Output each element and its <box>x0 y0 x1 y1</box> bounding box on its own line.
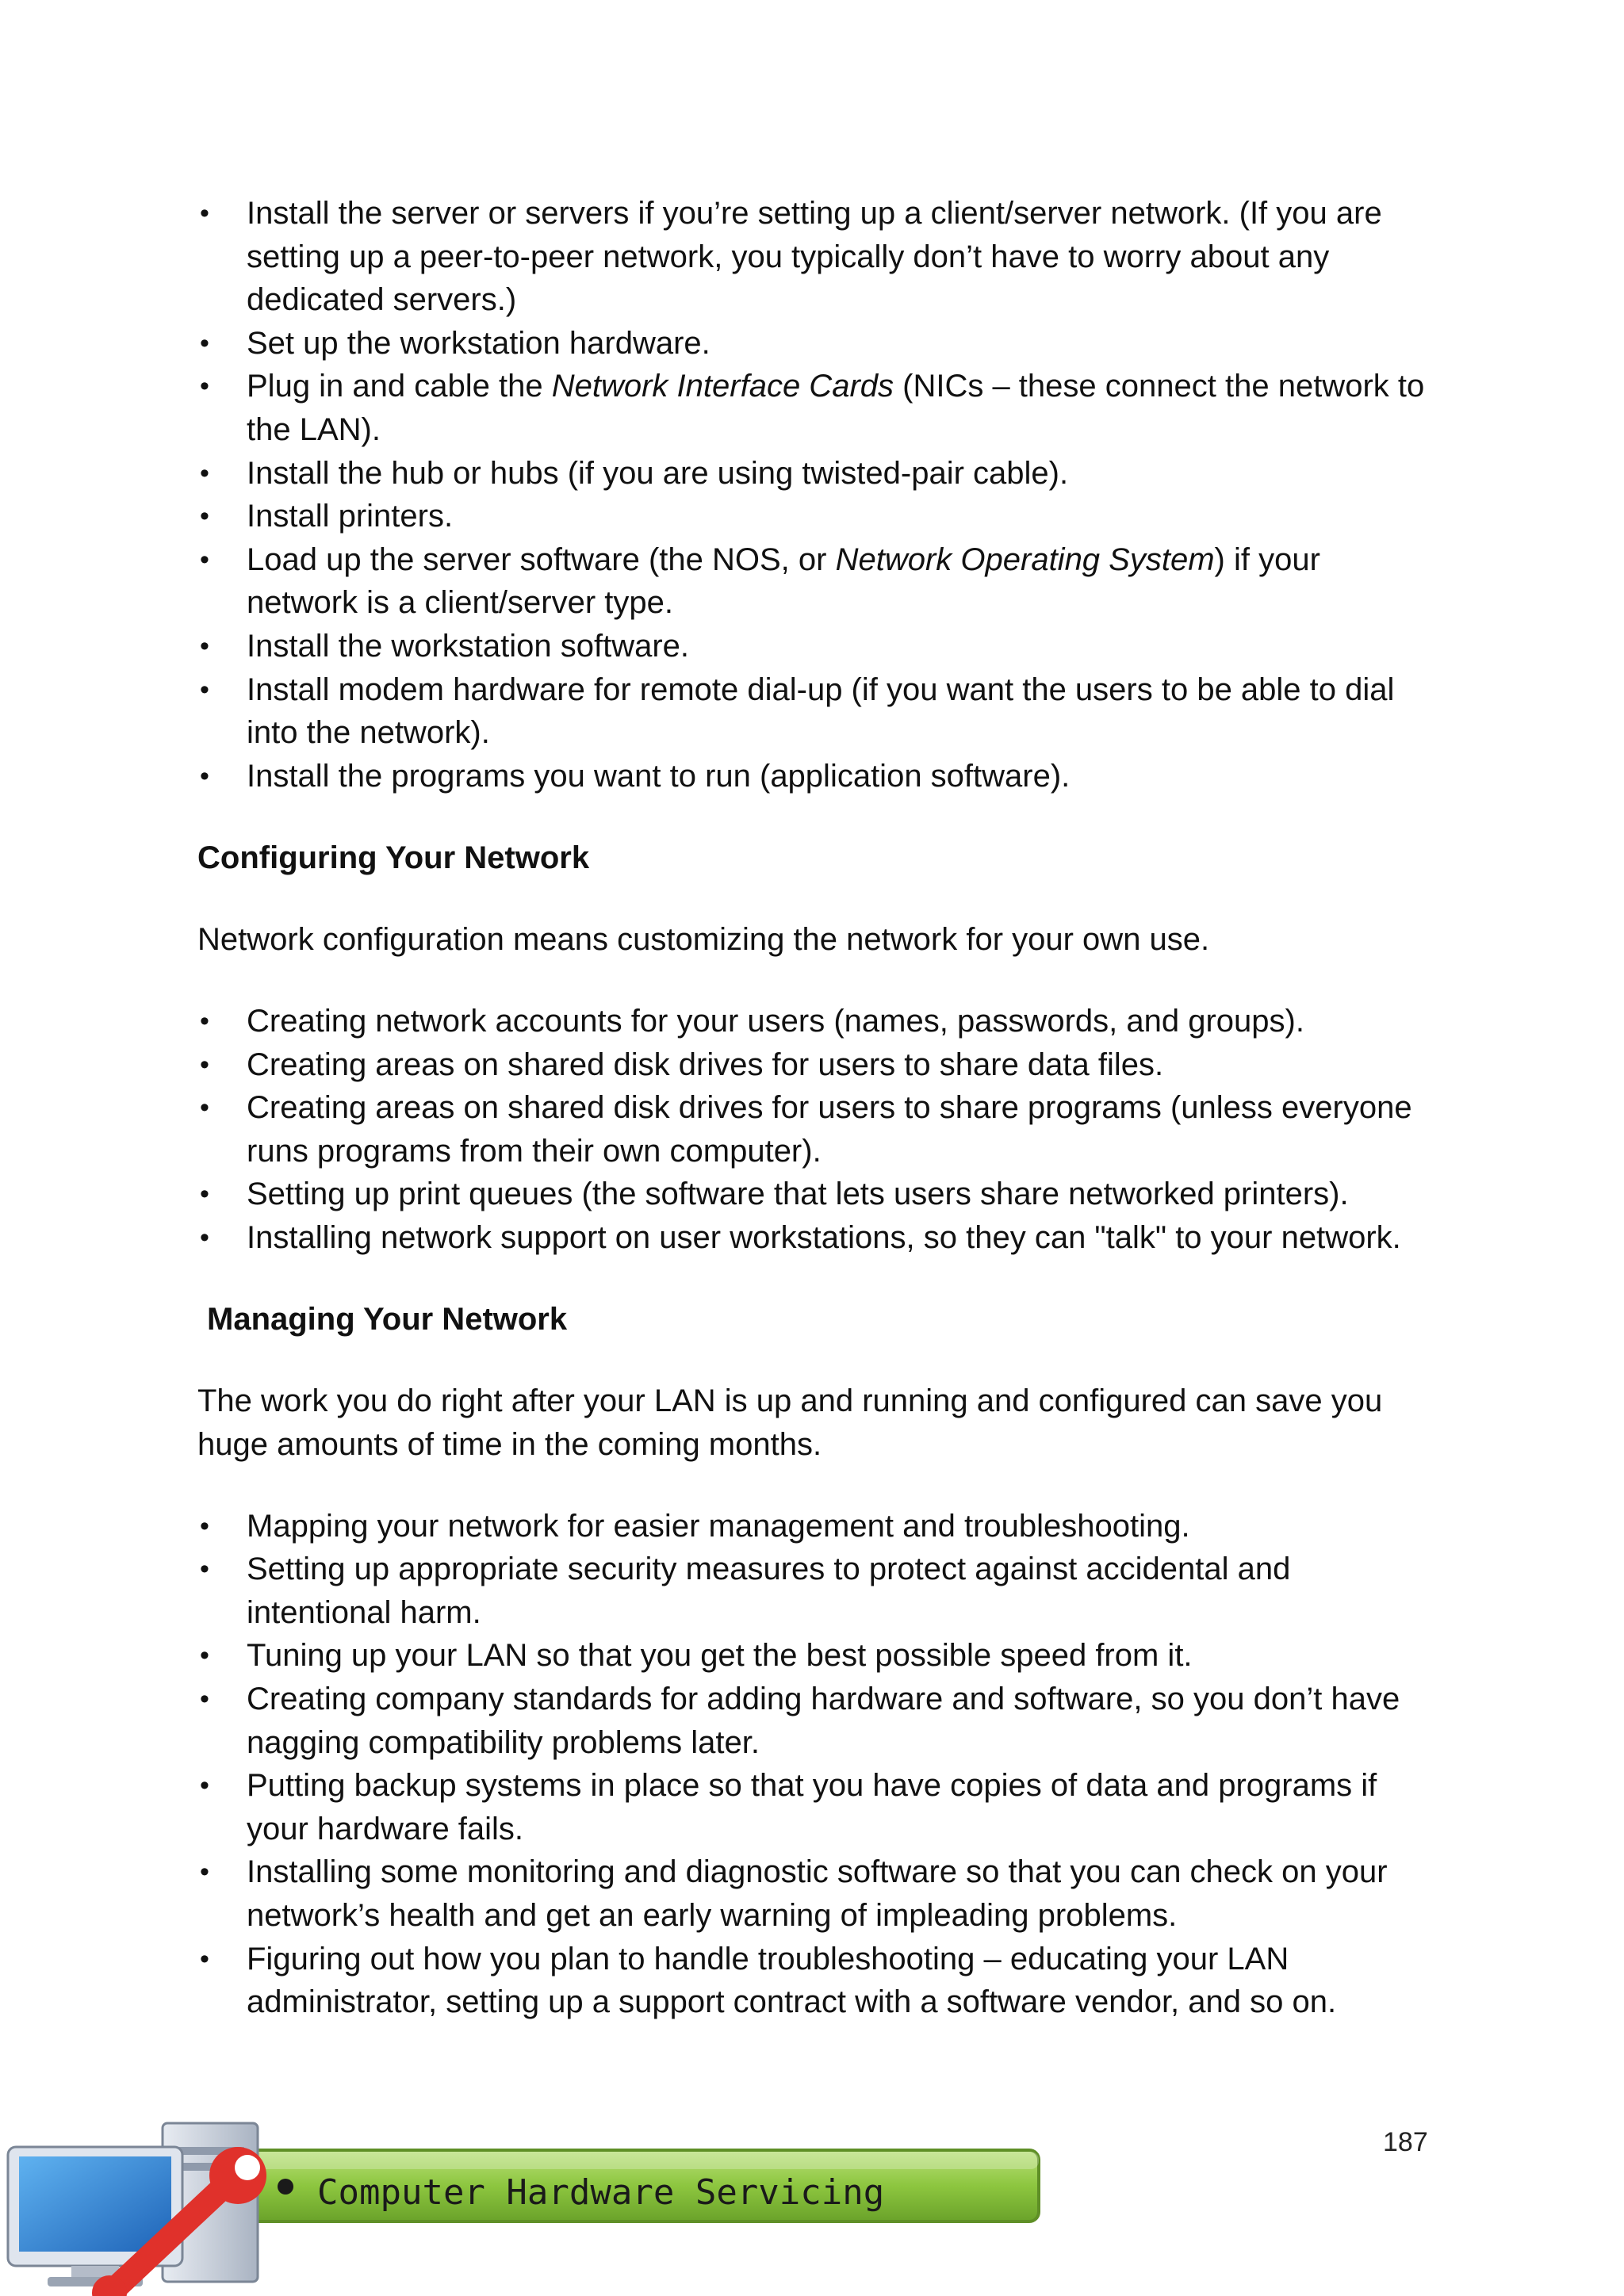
list-item-text: ) if your network is a client/server type. <box>247 541 1320 621</box>
footer-banner <box>0 2115 1063 2296</box>
page-content <box>197 192 1434 2024</box>
list-item <box>197 1634 1434 1678</box>
list-item <box>197 1505 1434 1548</box>
list-item <box>197 755 1434 798</box>
list-item-text: Install the programs you want to run (application software). <box>247 758 1071 794</box>
list-item <box>197 322 1434 365</box>
bullet-icon: • <box>200 1684 209 1715</box>
bullet-icon: • <box>200 1005 209 1036</box>
banner-text: Computer Hardware Servicing <box>317 2172 885 2213</box>
list-item-text: Creating areas on shared disk drives for users to share programs (unless everyone runs programs from their own computer). <box>247 1090 1412 1169</box>
bullet-icon: • <box>200 1222 209 1253</box>
list-item <box>197 495 1434 538</box>
bullet-icon: • <box>200 1510 209 1541</box>
list-item <box>197 1173 1434 1216</box>
list-item <box>197 1216 1434 1260</box>
list-item <box>197 192 1434 322</box>
bullet-icon: • <box>200 1049 209 1080</box>
bullet-icon: • <box>200 1943 209 1974</box>
italic-term: Network Operating System <box>835 541 1215 577</box>
bullet-icon: • <box>200 760 209 791</box>
bullet-icon: • <box>200 674 209 705</box>
green-banner <box>238 2150 1039 2221</box>
list-item <box>197 452 1434 496</box>
list-item <box>197 1938 1434 2024</box>
section-heading-configuring: Configuring Your Network <box>197 840 590 876</box>
list-item-text: Install modem hardware for remote dial-up (if you want the users to be able to dial into the network). <box>247 672 1395 751</box>
configuring-list <box>197 1000 1434 1260</box>
list-item-text: Install the server or servers if you’re setting up a client/server network. (If you are setting up a peer-to-peer network, you typically don’t have to worry about any dedicated servers.) <box>247 196 1382 318</box>
page-number: 187 <box>1383 2127 1428 2157</box>
list-item <box>197 538 1434 625</box>
list-item <box>197 1764 1434 1850</box>
list-item-text: Install the workstation software. <box>247 628 690 664</box>
list-item-text: Install printers. <box>247 499 454 534</box>
list-item <box>197 1548 1434 1634</box>
list-item-text: Figuring out how you plan to handle troubleshooting – educating your LAN administrator, setting up a support contract with a software vendor, and so on. <box>247 1941 1337 2020</box>
list-item-text: Tuning up your LAN so that you get the best possible speed from it. <box>247 1638 1193 1674</box>
list-item-text: (NICs – these connect the network to the LAN). <box>247 369 1425 447</box>
list-item-text: Setting up print queues (the software that lets users share networked printers). <box>247 1177 1349 1212</box>
list-item <box>197 668 1434 755</box>
section-heading-managing: Managing Your Network <box>207 1302 568 1337</box>
list-item <box>197 365 1434 451</box>
list-item-text: Plug in and cable the <box>247 369 552 404</box>
list-item-text: Creating company standards for adding hardware and software, so you don’t have nagging compatibility problems later. <box>247 1682 1400 1760</box>
list-item <box>197 1678 1434 1764</box>
list-item-text: Installing some monitoring and diagnostic software so that you can check on your network’s health and get an early warning of impleading problems. <box>247 1854 1388 1933</box>
configuring-intro: Network configuration means customizing the network for your own use. <box>197 922 1210 958</box>
bullet-icon: • <box>200 1640 209 1671</box>
bullet-icon: • <box>200 1770 209 1801</box>
list-item-text: Putting backup systems in place so that you have copies of data and programs if your hardware fails. <box>247 1768 1377 1846</box>
list-item-text: Install the hub or hubs (if you are using twisted-pair cable). <box>247 455 1069 491</box>
bullet-icon: • <box>200 1857 209 1888</box>
bullet-icon: • <box>200 630 209 661</box>
bullet-icon: • <box>200 371 209 402</box>
list-item <box>197 1850 1434 1937</box>
list-item-text: Creating areas on shared disk drives for users to share data files. <box>247 1047 1164 1082</box>
bullet-icon: • <box>200 1179 209 1210</box>
managing-intro: The work you do right after your LAN is up and running and configured can save you huge amounts of time in the coming months. <box>197 1383 1383 1463</box>
bullet-icon: • <box>200 501 209 532</box>
list-item-text: Creating network accounts for your users (names, passwords, and groups). <box>247 1003 1304 1039</box>
bullet-icon: • <box>200 327 209 358</box>
list-item <box>197 625 1434 668</box>
list-item <box>197 1086 1434 1173</box>
list-item <box>197 1000 1434 1043</box>
bullet-icon: • <box>200 457 209 488</box>
list-item-text: Setting up appropriate security measures to protect against accidental and intentional harm. <box>247 1552 1291 1630</box>
list-item <box>197 1043 1434 1087</box>
list-item-text: Load up the server software (the NOS, or <box>247 541 836 577</box>
bullet-icon: • <box>200 1554 209 1585</box>
bullet-icon: • <box>200 544 209 575</box>
setup-steps-list <box>197 192 1434 798</box>
managing-list <box>197 1505 1434 2024</box>
list-item-text: Mapping your network for easier management and troubleshooting. <box>247 1508 1190 1544</box>
bullet-icon: • <box>200 1093 209 1123</box>
list-item-text: Set up the workstation hardware. <box>247 325 710 361</box>
italic-term: Network Interface Cards <box>551 369 894 404</box>
bullet-icon: • <box>200 198 209 228</box>
list-item-text: Installing network support on user workstations, so they can "talk" to your network. <box>247 1219 1401 1255</box>
